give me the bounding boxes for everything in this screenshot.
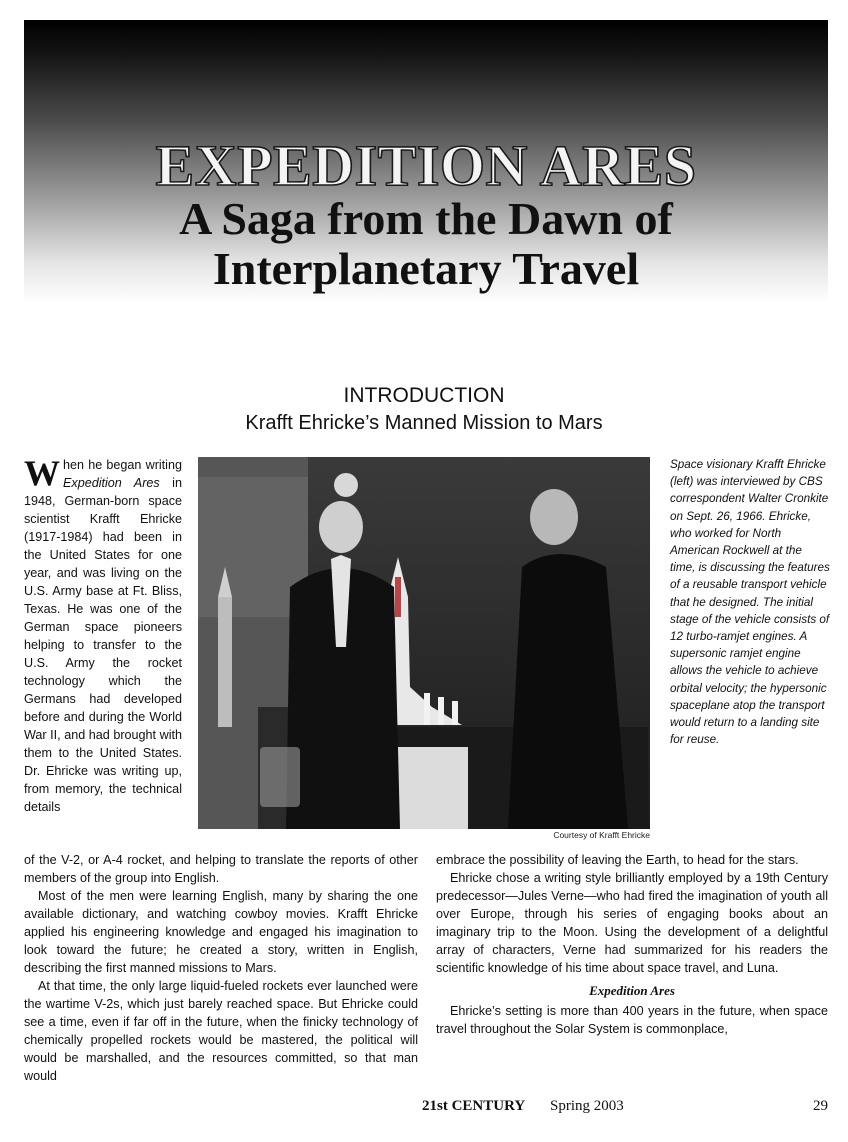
photo-credit: Courtesy of Krafft Ehricke	[553, 830, 650, 840]
magazine-name: 21st CENTURY	[422, 1098, 526, 1114]
paragraph: embrace the possibility of leaving the Earth, to head for the stars.	[436, 853, 799, 867]
column-1-text	[24, 453, 182, 816]
column-1-rest: in 1948, German-born space scientist Krafft Ehricke (1917-1984) had been in the United States for one year, and was living on the U.S. Army base at Ft. Bliss, Texas. He was one of the German space pioneers helping to transfer to the U.S. Army the rocket technology which the Germans had developed before and during the World War II, and had brought with them to the United States. Dr. Ehricke was writing up, from memory, the technical details	[24, 476, 182, 814]
column-1-start: hen he began writing	[63, 458, 182, 472]
paragraph: At that time, the only large liquid-fueled rockets ever launched were the wartime V-2s, which just barely reached space. But Ehricke could see a time, even if far off in the future, when the finicky technology of chemically propelled rockets would be mastered, the political will would be marshalled, and the resources committed, so that man would	[24, 979, 418, 1083]
section-heading: Expedition Ares	[589, 983, 675, 998]
subtitle-line-2: Interplanetary Travel	[212, 243, 640, 294]
page-number: 29	[813, 1098, 828, 1114]
drop-cap: W	[24, 453, 60, 493]
photo-caption: Space visionary Krafft Ehricke (left) was interviewed by CBS correspondent Walter Cronkite on Sept. 26, 1966. Ehricke, who worked for North American Rockwell at the time, is discussing the features of a reusable transport vehicle that he designed. The initial stage of the vehicle consists of 12 turbo-ramjet engines. A supersonic ramjet engine allows the vehicle to achieve orbital velocity; the hypersonic spaceplane atop the transport would return to a landing site for reuse.	[670, 458, 830, 747]
paragraph: Ehricke’s setting is more than 400 years in the future, when space travel throughout the Solar System is commonplace,	[436, 1004, 828, 1036]
column-2-text	[24, 851, 418, 1085]
paragraph: of the V-2, or A-4 rocket, and helping to translate the reports of other members of the group into English.	[24, 853, 418, 885]
page-footer	[24, 1098, 828, 1120]
archival-photo	[198, 457, 650, 829]
paragraph: Ehricke chose a writing style brilliantly employed by a 19th Century predecessor—Jules Verne—who had fired the imagination of youth all over Europe, through his series of engaging books about an imaginary trip to the Moon. Using the development of a delightful array of characters, Verne had summarized for his readers the scientific knowledge of his time about space travel, and Luna.	[436, 871, 828, 975]
article-subtitle	[24, 194, 828, 294]
photo-illustration	[198, 457, 650, 829]
globe-shape	[334, 473, 358, 497]
subtitle-line-1: A Saga from the Dawn of	[179, 193, 673, 244]
paragraph: Most of the men were learning English, many by sharing the one available dictionary, and watching cowboy movies. Krafft Ehricke applied his engineering knowledge and engaged his imagination to look toward the future; he created a story, written in English, describing the first manned missions to Mars.	[24, 889, 418, 975]
intro-subheading: Krafft Ehricke’s Manned Mission to Mars	[245, 412, 603, 434]
intro-heading: INTRODUCTION	[343, 384, 505, 407]
book-title: Expedition Ares	[63, 476, 160, 490]
column-3-text	[436, 851, 828, 1038]
article-title: EXPEDITION ARES	[155, 133, 697, 198]
issue-date: Spring 2003	[550, 1098, 624, 1114]
